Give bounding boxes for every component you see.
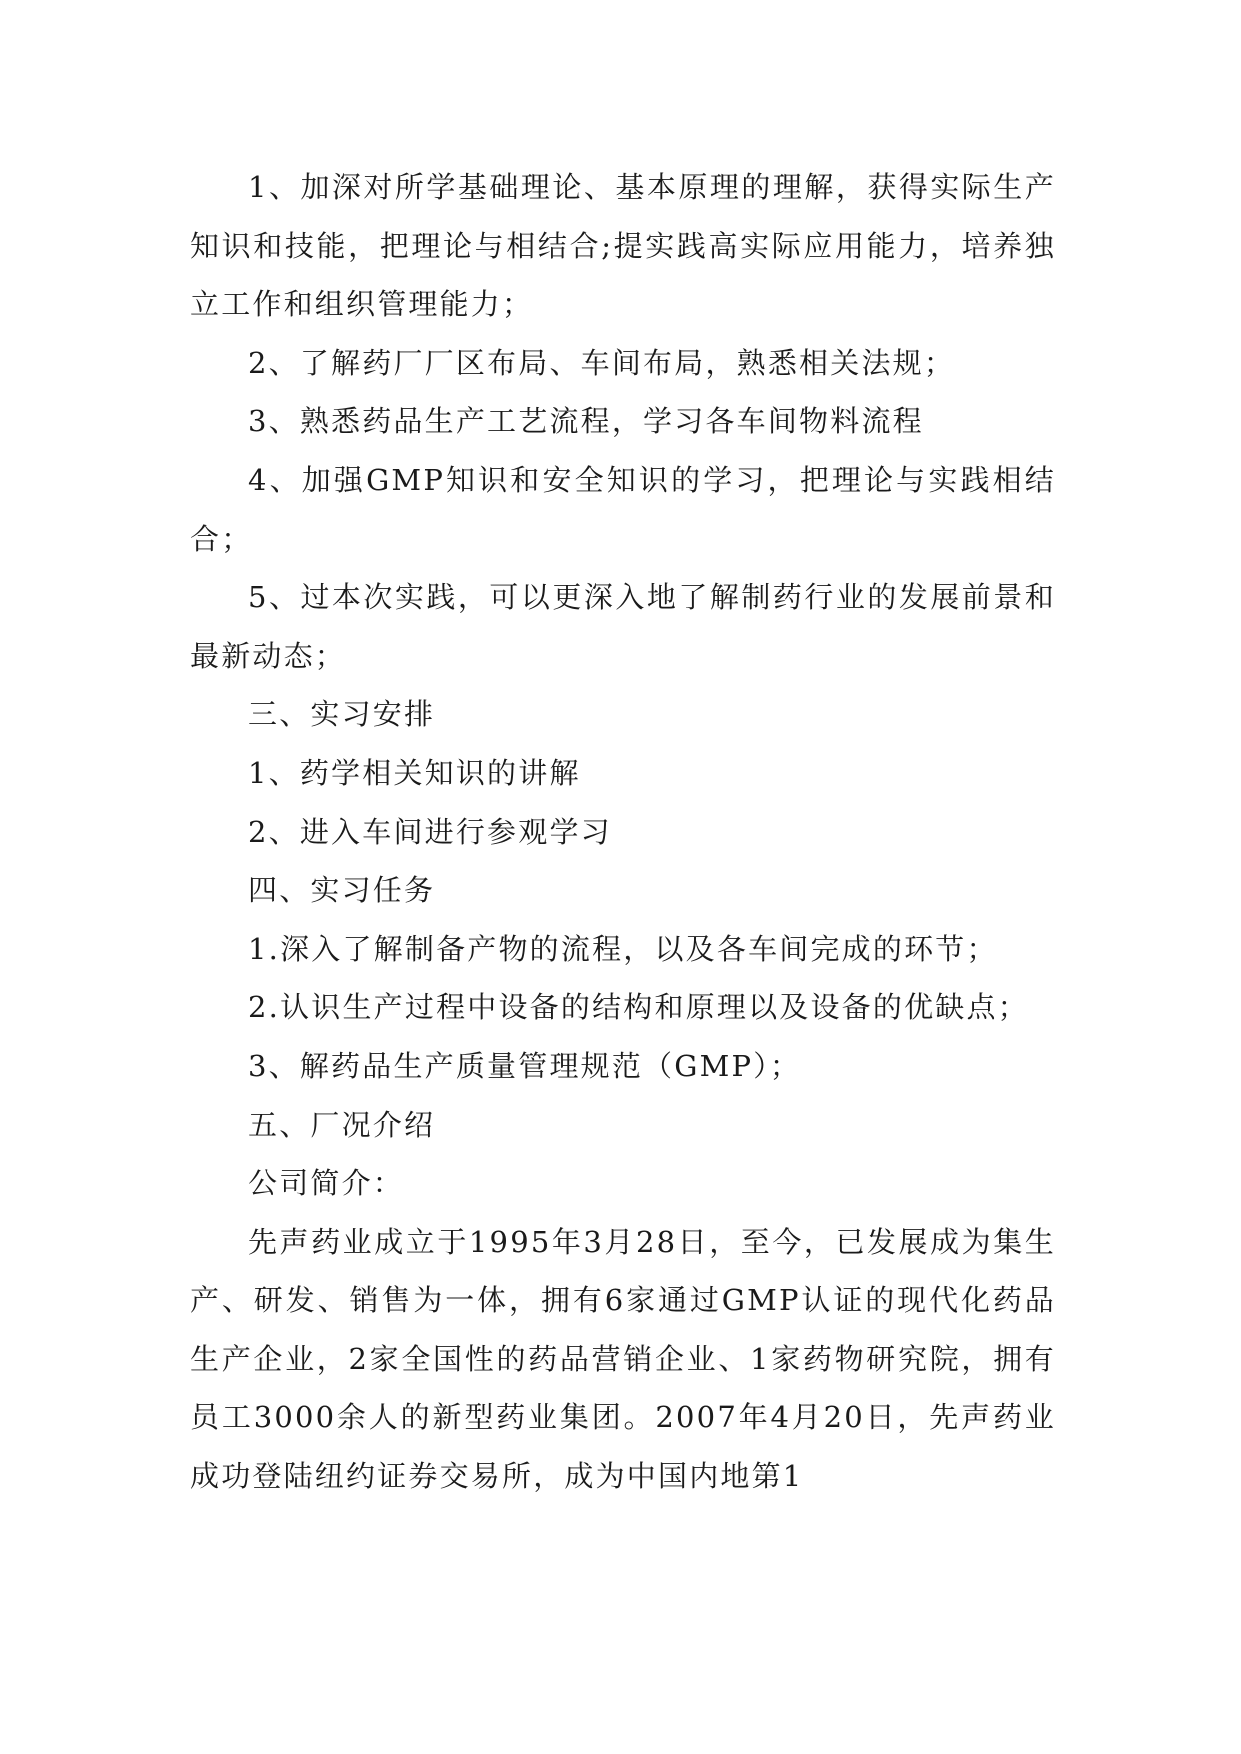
paragraph-company-description: 先声药业成立于1995年3月28日，至今，已发展成为集生产、研发、销售为一体，拥有6家通过GMP认证的现代化药品生产企业，2家全国性的药品营销企业、1家药物研究院，拥有员工3000余人的新型药业集团。2007年4月20日，先声药业成功登陆纽约证券交易所，成为中国内地第1 [190,1224,1056,1494]
paragraph-objective-3: 3、熟悉药品生产工艺流程，学习各车间物料流程 [248,404,924,439]
document-body [190,158,1056,1506]
paragraph-arrangement-2: 2、进入车间进行参观学习 [248,814,612,849]
section-heading-tasks: 四、实习任务 [248,873,436,908]
paragraph-objective-1: 1、加深对所学基础理论、基本原理的理解，获得实际生产知识和技能，把理论与相结合;提实践高实际应用能力，培养独立工作和组织管理能力； [190,170,1056,322]
paragraph-objective-4: 4、加强GMP知识和安全知识的学习，把理论与实践相结合； [190,462,1056,556]
section-heading-arrangement: 三、实习安排 [248,697,436,732]
paragraph-task-1: 1.深入了解制备产物的流程，以及各车间完成的环节； [248,931,998,966]
section-heading-factory: 五、厂况介绍 [248,1107,436,1142]
paragraph-task-2: 2.认识生产过程中设备的结构和原理以及设备的优缺点； [248,990,1029,1025]
subheading-company-intro: 公司简介： [248,1166,405,1201]
paragraph-objective-5: 5、过本次实践，可以更深入地了解制药行业的发展前景和最新动态； [190,580,1056,673]
paragraph-task-3: 3、解药品生产质量管理规范（GMP）； [248,1048,802,1083]
paragraph-objective-2: 2、了解药厂厂区布局、车间布局，熟悉相关法规； [248,345,956,380]
paragraph-arrangement-1: 1、药学相关知识的讲解 [248,755,581,790]
